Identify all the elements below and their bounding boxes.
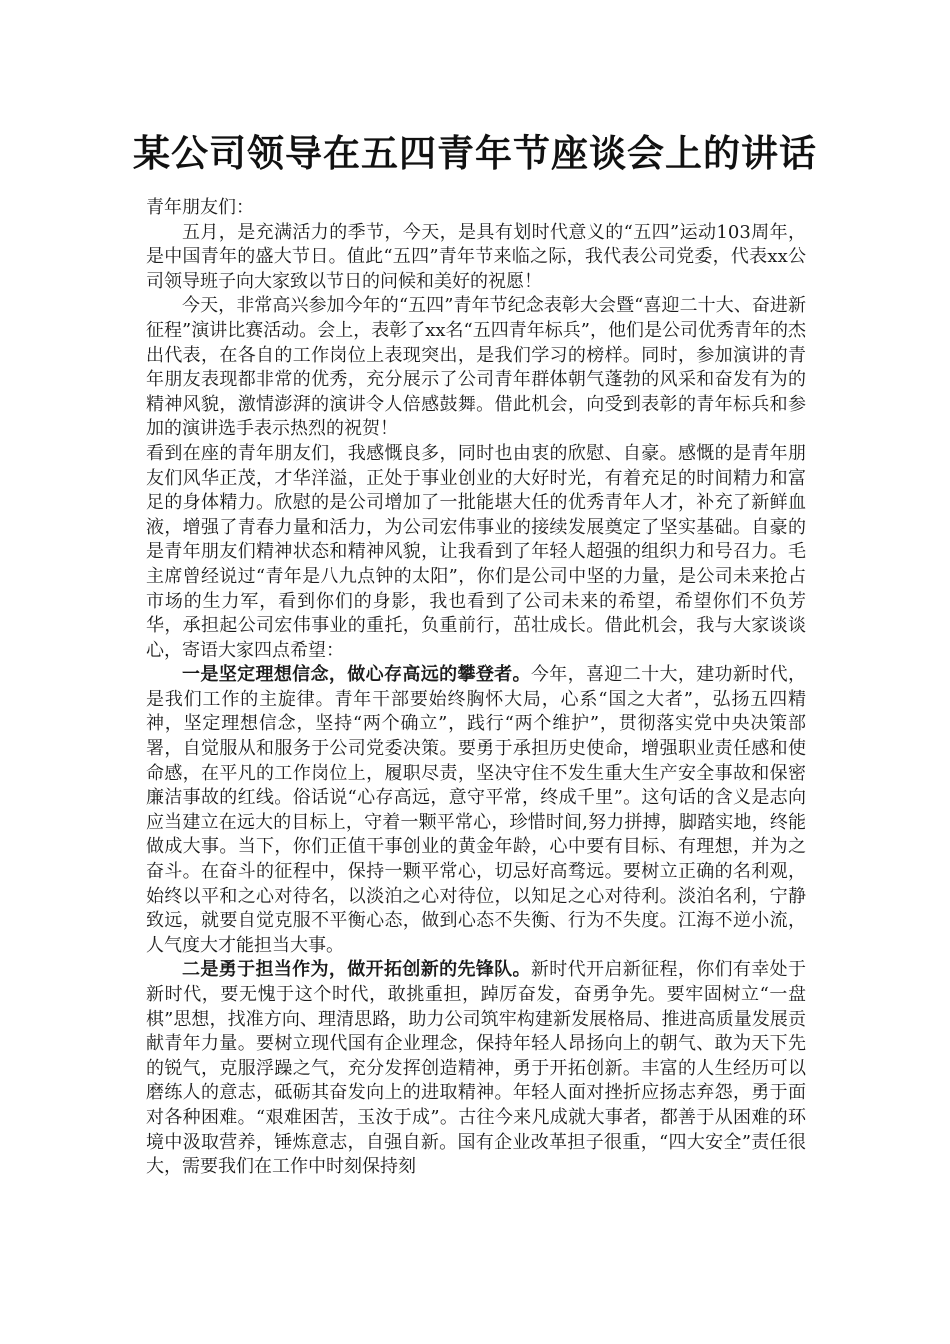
paragraph-hope-two bbox=[146, 958, 806, 1179]
paragraph-text: 看到在座的青年朋友们，我感慨良多，同时也由衷的欣慰、自豪。感慨的是青年朋友们风华正茂，才华洋溢，正处于事业创业的大好时光，有着充足的时间精力和富足的身体精力。欣慰的是公司增加了一批能堪大任的优秀青年人才，补充了新鲜血液，增强了青春力量和活力，为公司宏伟事业的接续发展奠定了坚实基础。自豪的是青年朋友们精神状态和精神风貌，让我看到了年轻人超强的组织力和号召力。毛主席曾经说过“青年是八九点钟的太阳”，你们是公司中坚的力量，是公司未来抢占市场的生力军，看到你们的身影，我也看到了公司未来的希望，希望你们不负芳华，承担起公司宏伟事业的重托，负重前行，茁壮成长。借此机会，我与大家谈谈心，寄语大家四点希望： bbox=[146, 442, 806, 661]
paragraph-text: 新时代开启新征程，你们有幸处于新时代，要无愧于这个时代，敢挑重担，踔厉奋发，奋勇争先。要牢固树立“一盘棋”思想，找准方向、理清思路，助力公司筑牢构建新发展格局、推进高质量发展贡献青年力量。要树立现代国有企业理念，保持年轻人昂扬向上的朝气、敢为天下先的锐气，克服浮躁之气，充分发挥创造精神，勇于开拓创新。丰富的人生经历可以磨练人的意志，砥砺其奋发向上的进取精神。年轻人面对挫折应扬志弃怨，勇于面对各种困难。“艰难困苦，玉汝于成”。古往今来凡成就大事者，都善于从困难的环境中汲取营养，锤炼意志，自强自新。国有企业改革担子很重，“四大安全”责任很大，需要我们在工作中时刻保持刻 bbox=[146, 959, 807, 1178]
document-title: 某公司领导在五四青年节座谈会上的讲话 bbox=[133, 131, 817, 175]
paragraph-reflection bbox=[146, 442, 806, 663]
salutation: 青年朋友们： bbox=[146, 197, 254, 218]
paragraph-hope-one bbox=[146, 663, 806, 958]
paragraph-commendation bbox=[146, 294, 806, 442]
paragraph-text: 五月，是充满活力的季节，今天，是具有划时代意义的“五四”运动103周年，是中国青年的盛大节日。值此“五四”青年节来临之际，我代表公司党委，代表xx公司领导班子向大家致以节日的问候和美好的祝愿！ bbox=[146, 221, 806, 292]
paragraph-intro bbox=[146, 221, 806, 295]
paragraph-lead: 二是勇于担当作为，做开拓创新的先锋队。 bbox=[182, 959, 531, 981]
paragraph-lead: 一是坚定理想信念，做心存高远的攀登者。 bbox=[182, 664, 531, 686]
paragraph-text: 今年，喜迎二十大，建功新时代，是我们工作的主旋律。青年干部要始终胸怀大局，心系“国之大者”，弘扬五四精神，坚定理想信念，坚持“两个确立”，践行“两个维护”，贯彻落实党中央决策部署，自觉服从和服务于公司党委决策。要勇于承担历史使命，增强职业责任感和使命感，在平凡的工作岗位上，履职尽责，坚决守住不发生重大生产安全事故和保密廉洁事故的红线。俗话说“心存高远，意守平常，终成千里”。这句话的含义是志向应当建立在远大的目标上，守着一颗平常心，珍惜时间,努力拼搏，脚踏实地，终能做成大事。当下，你们正值干事创业的黄金年龄，心中要有目标、有理想，并为之奋斗。在奋斗的征程中，保持一颗平常心，切忌好高骛远。要树立正确的名利观，始终以平和之心对待名，以淡泊之心对待位，以知足之心对待利。淡泊名利，宁静致远，就要自觉克服不平衡心态，做到心态不失衡、行为不失度。江海不逆小流，人气度大才能担当大事。 bbox=[146, 664, 807, 956]
paragraph-text: 今天，非常高兴参加今年的“五四”青年节纪念表彰大会暨“喜迎二十大、奋进新征程”演讲比赛活动。会上，表彰了xx名“五四青年标兵”，他们是公司优秀青年的杰出代表，在各自的工作岗位上表现突出，是我们学习的榜样。同时，参加演讲的青年朋友表现都非常的优秀，充分展示了公司青年群体朝气蓬勃的风采和奋发有为的精神风貌，激情澎湃的演讲令人倍感鼓舞。借此机会，向受到表彰的青年标兵和参加的演讲选手表示热烈的祝贺！ bbox=[146, 295, 806, 440]
document-body bbox=[146, 196, 806, 1180]
